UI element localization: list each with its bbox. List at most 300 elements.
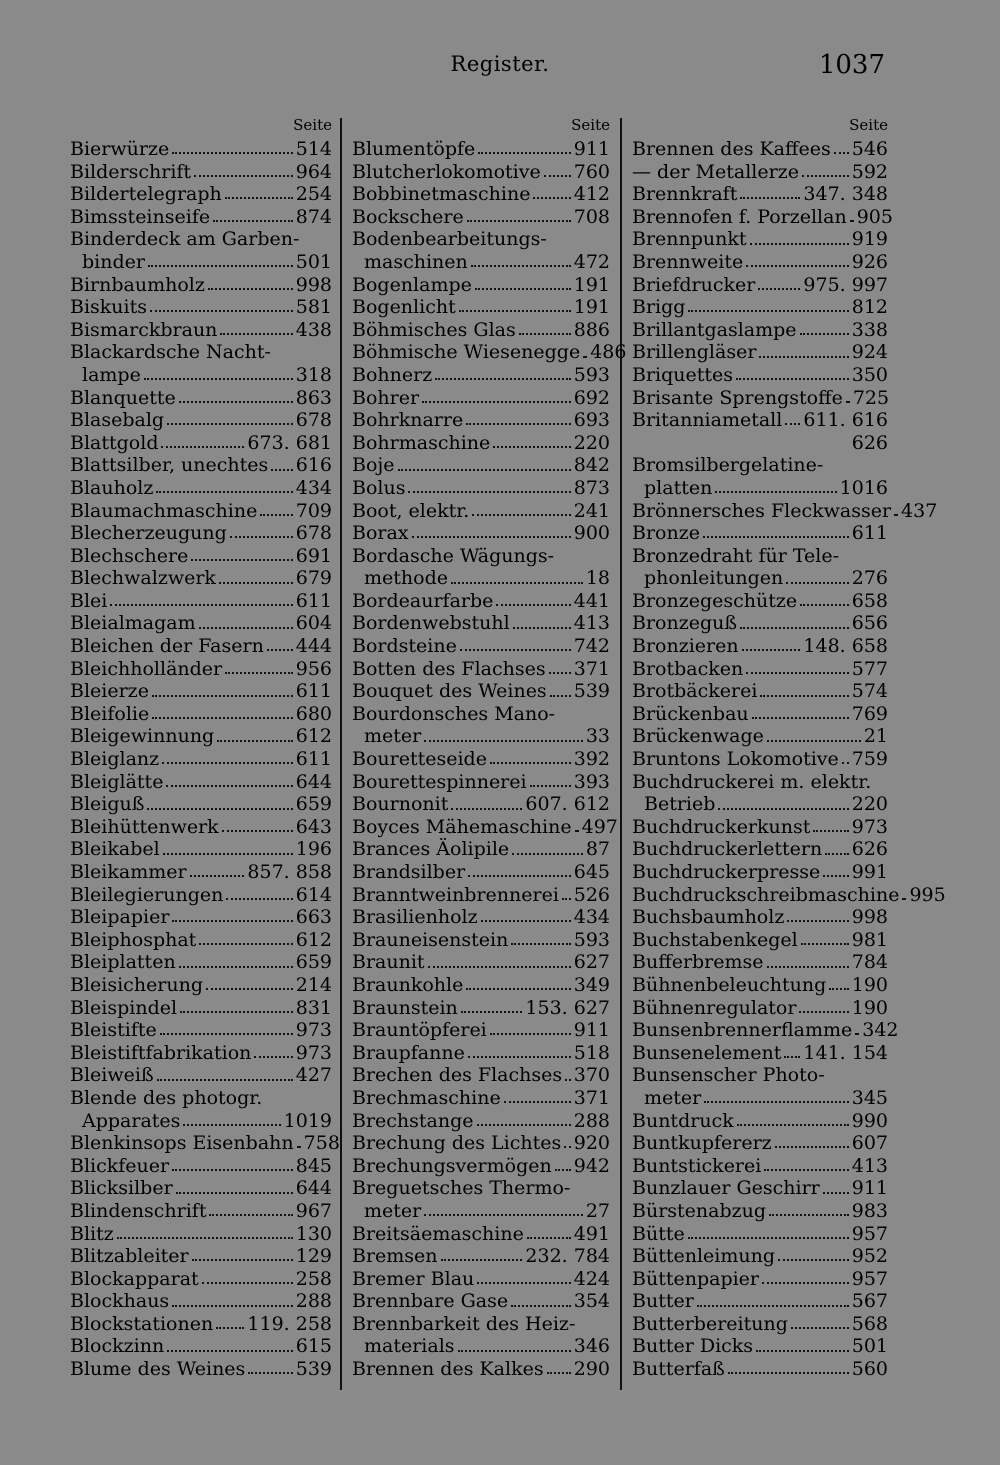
index-entry bbox=[70, 1087, 332, 1110]
page-reference: 998 bbox=[851, 906, 888, 929]
index-entry bbox=[352, 364, 610, 387]
index-entry bbox=[70, 680, 332, 703]
index-term: Brechstange bbox=[352, 1109, 474, 1132]
index-entry bbox=[632, 658, 888, 681]
index-entry bbox=[70, 612, 332, 635]
page-reference: 254 bbox=[295, 183, 332, 206]
dot-leader bbox=[787, 920, 848, 922]
index-term: Blanquette bbox=[70, 386, 176, 409]
dot-leader bbox=[511, 943, 570, 945]
page-reference: 611 bbox=[295, 748, 332, 771]
dot-leader bbox=[475, 288, 571, 290]
dot-leader bbox=[583, 356, 587, 358]
page-reference: 964 bbox=[295, 160, 332, 183]
index-entry bbox=[632, 1200, 888, 1223]
page-reference: 290 bbox=[573, 1358, 610, 1381]
page-reference: 581 bbox=[295, 296, 332, 319]
page-reference: 546 bbox=[851, 138, 888, 160]
dot-leader bbox=[759, 356, 848, 358]
page-reference: 604 bbox=[295, 612, 332, 635]
index-entry bbox=[352, 1110, 610, 1133]
page-reference: 998 bbox=[295, 273, 332, 296]
page-reference: 444 bbox=[295, 635, 332, 658]
index-term: Buchdruckerpresse bbox=[632, 861, 821, 883]
index-entry bbox=[70, 161, 332, 184]
dot-leader bbox=[194, 175, 293, 177]
page-reference: 354 bbox=[573, 1290, 610, 1313]
dot-leader bbox=[190, 875, 245, 877]
page-reference: 413 bbox=[573, 612, 610, 635]
index-term: Blume des Weines bbox=[70, 1358, 246, 1381]
page-reference: 920 bbox=[573, 1132, 610, 1155]
index-term: Bunsenscher Photo- bbox=[632, 1064, 825, 1087]
page-reference: 288 bbox=[295, 1290, 332, 1313]
index-term: Botten des Flachses bbox=[352, 657, 546, 680]
dot-leader bbox=[267, 649, 293, 651]
index-term: Blitzableiter bbox=[70, 1245, 189, 1268]
index-entry bbox=[632, 183, 888, 206]
page-reference: 349 bbox=[573, 973, 610, 996]
dot-leader bbox=[800, 604, 849, 606]
page-reference: 148. 658 bbox=[803, 635, 888, 658]
index-term: Bleiglätte bbox=[70, 770, 164, 793]
page-reference: 708 bbox=[573, 205, 610, 228]
index-entry bbox=[352, 1335, 610, 1358]
page-reference: 990 bbox=[851, 1109, 888, 1132]
dot-leader bbox=[199, 627, 293, 629]
index-entry bbox=[352, 884, 610, 907]
page-reference: 196 bbox=[295, 838, 332, 861]
dot-leader bbox=[472, 514, 570, 516]
index-term: Butterbereitung bbox=[632, 1312, 788, 1335]
index-term: Brennen des Kaffees bbox=[632, 138, 831, 160]
index-entry bbox=[70, 1290, 332, 1313]
dot-leader bbox=[512, 853, 583, 855]
index-entry bbox=[70, 432, 332, 455]
index-entry bbox=[352, 251, 610, 274]
dot-leader bbox=[213, 220, 293, 222]
index-column-2 bbox=[352, 116, 627, 1381]
page-reference: 190 bbox=[851, 996, 888, 1019]
dot-leader bbox=[769, 1214, 849, 1216]
index-term: Braunit bbox=[352, 951, 425, 974]
page-reference: 911 bbox=[573, 1019, 610, 1042]
page-reference: 318 bbox=[295, 363, 332, 386]
dot-leader bbox=[791, 1327, 849, 1329]
page-reference: 874 bbox=[295, 205, 332, 228]
dot-leader bbox=[147, 808, 292, 810]
index-column-1 bbox=[70, 116, 340, 1381]
dot-leader bbox=[740, 627, 849, 629]
index-term: Bleichholländer bbox=[70, 657, 223, 680]
page-reference: 995 bbox=[909, 883, 946, 906]
page-reference: 593 bbox=[573, 363, 610, 386]
dot-leader bbox=[441, 1259, 523, 1261]
index-term: Blechwalzwerk bbox=[70, 567, 216, 590]
index-entry bbox=[632, 205, 893, 229]
index-entry bbox=[632, 274, 888, 297]
page-reference: 119. 258 bbox=[247, 1312, 332, 1335]
index-entry bbox=[352, 703, 610, 726]
index-entry bbox=[632, 1290, 888, 1313]
index-term: Blitz bbox=[70, 1222, 114, 1245]
page-reference: 911 bbox=[573, 138, 610, 160]
page-reference: 350 bbox=[851, 363, 888, 386]
index-term: Birnbaumholz bbox=[70, 273, 205, 296]
index-term: Blutcherlokomotive bbox=[352, 160, 541, 183]
dot-leader bbox=[764, 1169, 848, 1171]
index-entry bbox=[632, 951, 888, 974]
dot-leader bbox=[254, 1056, 292, 1058]
dot-leader bbox=[775, 1146, 849, 1148]
index-term: Borax bbox=[352, 522, 409, 545]
dot-leader bbox=[117, 1237, 293, 1239]
index-term: Bleiguß bbox=[70, 793, 145, 816]
dot-leader bbox=[493, 446, 570, 448]
page-reference: 952 bbox=[851, 1245, 888, 1268]
page-reference: 190 bbox=[851, 973, 888, 996]
dot-leader bbox=[767, 966, 849, 968]
page-reference: 342 bbox=[862, 1019, 899, 1042]
dot-leader bbox=[166, 785, 292, 787]
index-entry bbox=[632, 454, 888, 477]
index-term: Bleikammer bbox=[70, 861, 187, 883]
dot-leader bbox=[801, 943, 849, 945]
index-term: Brennen des Kalkes bbox=[352, 1358, 544, 1381]
index-term: Brigg bbox=[632, 296, 686, 319]
page-reference: 656 bbox=[851, 612, 888, 635]
index-term: Bohrer bbox=[352, 386, 420, 409]
index-entry bbox=[70, 748, 332, 771]
index-term: phonleitungen bbox=[644, 567, 784, 590]
page-reference: 424 bbox=[573, 1267, 610, 1290]
page-reference: 658 bbox=[851, 589, 888, 612]
index-entry bbox=[70, 183, 332, 206]
index-entry bbox=[352, 206, 610, 229]
index-entry bbox=[632, 1019, 899, 1042]
index-entry bbox=[70, 545, 332, 568]
index-entry bbox=[352, 748, 610, 771]
index-entry bbox=[70, 1064, 332, 1087]
dot-leader bbox=[555, 1169, 571, 1171]
index-term: Bordsteine bbox=[352, 635, 457, 658]
dot-leader bbox=[564, 1146, 570, 1148]
dot-leader bbox=[451, 808, 522, 810]
index-term: Blauholz bbox=[70, 476, 154, 499]
page-reference: 392 bbox=[573, 748, 610, 771]
dot-leader bbox=[172, 1305, 293, 1307]
index-term: Böhmisches Glas bbox=[352, 318, 516, 341]
dot-leader bbox=[530, 785, 571, 787]
dot-leader bbox=[513, 627, 571, 629]
index-term: Bunsenbrennerflamme bbox=[632, 1019, 853, 1042]
index-entry bbox=[352, 1313, 610, 1336]
index-entry bbox=[70, 387, 332, 410]
index-entry bbox=[632, 228, 888, 251]
index-term: Blattsilber, unechtes bbox=[70, 454, 269, 477]
page-reference: 539 bbox=[295, 1358, 332, 1381]
index-term: Blechschere bbox=[70, 544, 189, 567]
index-entry bbox=[632, 1245, 888, 1268]
index-term: Blei bbox=[70, 589, 108, 612]
page-reference: 574 bbox=[851, 680, 888, 703]
dot-leader bbox=[160, 1033, 293, 1035]
page-reference: 831 bbox=[295, 996, 332, 1019]
page-reference: 692 bbox=[573, 386, 610, 409]
index-entry bbox=[352, 929, 610, 952]
index-entry bbox=[352, 545, 610, 568]
page-reference: 437 bbox=[901, 499, 938, 522]
dot-leader bbox=[688, 1237, 849, 1239]
dot-leader bbox=[412, 536, 571, 538]
page-reference: 18 bbox=[585, 567, 610, 590]
index-entry bbox=[70, 1019, 332, 1042]
index-entry bbox=[352, 680, 610, 703]
index-term: maschinen bbox=[364, 250, 468, 273]
dot-leader bbox=[688, 310, 848, 312]
index-term: Brechungsvermögen bbox=[352, 1154, 552, 1177]
dot-leader bbox=[179, 401, 293, 403]
index-entry bbox=[632, 1155, 888, 1178]
dot-leader bbox=[206, 988, 293, 990]
dot-leader bbox=[466, 423, 571, 425]
dot-leader bbox=[825, 853, 849, 855]
index-entry bbox=[632, 635, 888, 658]
dot-leader bbox=[161, 446, 244, 448]
page-reference: 241 bbox=[573, 499, 610, 522]
index-term: Bronzeguß bbox=[632, 612, 738, 635]
column-divider bbox=[620, 118, 622, 1390]
index-entry bbox=[352, 274, 610, 297]
index-term: Brances Äolipile bbox=[352, 838, 510, 861]
index-term: Brechmaschine bbox=[352, 1086, 501, 1109]
index-term: Brotbacken bbox=[632, 657, 744, 680]
index-entry bbox=[352, 432, 610, 455]
index-term: Breguetsches Thermo- bbox=[352, 1177, 571, 1200]
index-term: Böhmische Wiesenegge bbox=[352, 341, 581, 364]
index-entry bbox=[70, 454, 332, 477]
page-reference: 614 bbox=[295, 883, 332, 906]
page-reference: 232. 784 bbox=[525, 1245, 610, 1268]
page-reference: 441 bbox=[573, 589, 610, 612]
index-entry bbox=[70, 725, 332, 748]
dot-leader bbox=[533, 197, 570, 199]
page-reference: 626 bbox=[851, 431, 888, 454]
index-term: Bleiplatten bbox=[70, 951, 176, 974]
index-term: Butterfaß bbox=[632, 1358, 725, 1381]
index-entry bbox=[352, 1132, 610, 1155]
dot-leader bbox=[222, 830, 293, 832]
page-reference: 141. 154 bbox=[803, 1041, 888, 1064]
index-entry bbox=[632, 1110, 888, 1133]
page-reference: 412 bbox=[573, 183, 610, 206]
dot-leader bbox=[157, 1079, 293, 1081]
dot-leader bbox=[162, 762, 293, 764]
page-reference: 371 bbox=[573, 657, 610, 680]
dot-leader bbox=[219, 582, 293, 584]
index-term: Bleierze bbox=[70, 680, 149, 703]
page-reference: 679 bbox=[295, 567, 332, 590]
dot-leader bbox=[894, 514, 898, 516]
index-entry bbox=[70, 341, 332, 364]
index-term: Bunsenelement bbox=[632, 1041, 782, 1064]
index-entry bbox=[632, 1087, 888, 1110]
index-term: Brotbäckerei bbox=[632, 680, 758, 703]
page-reference: 645 bbox=[573, 861, 610, 883]
dot-leader bbox=[148, 265, 293, 267]
dot-leader bbox=[172, 920, 292, 922]
dot-leader bbox=[490, 1033, 571, 1035]
page-reference: 347. 348 bbox=[803, 183, 888, 206]
page-reference: 659 bbox=[295, 951, 332, 974]
index-term: Blicksilber bbox=[70, 1177, 173, 1200]
index-term: meter bbox=[364, 1199, 422, 1222]
page-reference: 611. 616 bbox=[803, 409, 888, 432]
index-entry bbox=[632, 725, 888, 748]
dot-leader bbox=[767, 740, 861, 742]
index-entry bbox=[70, 793, 332, 816]
dot-leader bbox=[756, 1350, 849, 1352]
index-term: Buchdruckerei m. elektr. bbox=[632, 770, 872, 793]
page-reference: 526 bbox=[573, 883, 610, 906]
index-entry bbox=[632, 997, 888, 1020]
index-entry bbox=[632, 1223, 888, 1246]
index-term: Brennweite bbox=[632, 250, 744, 273]
index-term: methode bbox=[364, 567, 448, 590]
dot-leader bbox=[398, 469, 571, 471]
page-reference: 991 bbox=[851, 861, 888, 883]
index-term: Bronze bbox=[632, 522, 700, 545]
page-reference: 21 bbox=[863, 725, 888, 748]
dot-leader bbox=[461, 1011, 523, 1013]
index-term: Brennofen f. Porzellan bbox=[632, 205, 847, 228]
index-term: Bobbinetmaschine bbox=[352, 183, 531, 206]
page-reference: 472 bbox=[573, 250, 610, 273]
dot-leader bbox=[547, 1372, 571, 1374]
index-entry bbox=[632, 1177, 888, 1200]
index-entry bbox=[70, 861, 332, 884]
index-term: Brisante Sprengstoffe bbox=[632, 386, 843, 409]
index-term: Bodenbearbeitungs- bbox=[352, 228, 547, 251]
index-entry bbox=[632, 1064, 888, 1087]
dot-leader bbox=[226, 898, 292, 900]
index-entry bbox=[632, 432, 888, 455]
page-reference: 973 bbox=[295, 1019, 332, 1042]
seite-heading: Seite bbox=[571, 116, 610, 134]
dot-leader bbox=[527, 1237, 571, 1239]
index-entry bbox=[632, 499, 938, 523]
page-reference: 220 bbox=[573, 431, 610, 454]
index-term: Bohnerz bbox=[352, 363, 433, 386]
index-term: Bromsilbergelatine- bbox=[632, 454, 824, 477]
index-term: Blickfeuer bbox=[70, 1154, 170, 1177]
dot-leader bbox=[718, 808, 848, 810]
page-reference: 644 bbox=[295, 1177, 332, 1200]
page-reference: 346 bbox=[573, 1335, 610, 1358]
dot-leader bbox=[737, 1124, 849, 1126]
dot-leader bbox=[575, 830, 579, 832]
index-entry bbox=[352, 590, 610, 613]
page-reference: 497 bbox=[581, 815, 618, 838]
index-entry bbox=[352, 951, 610, 974]
index-term: lampe bbox=[82, 363, 141, 386]
page-reference: 758 bbox=[303, 1132, 340, 1155]
index-term: Buchdruckerkunst bbox=[632, 815, 811, 838]
page-reference: 900 bbox=[573, 522, 610, 545]
index-entry bbox=[352, 477, 610, 500]
dot-leader bbox=[477, 1282, 570, 1284]
page-reference: 863 bbox=[295, 386, 332, 409]
index-term: Bleipapier bbox=[70, 906, 170, 929]
index-entry bbox=[632, 861, 888, 884]
page-reference: 680 bbox=[295, 702, 332, 725]
dot-leader bbox=[478, 152, 570, 154]
dot-leader bbox=[248, 1372, 292, 1374]
page-reference: 518 bbox=[573, 1041, 610, 1064]
dot-leader bbox=[742, 649, 801, 651]
dot-leader bbox=[230, 536, 293, 538]
dot-leader bbox=[468, 1056, 571, 1058]
index-term: Bronzegeschütze bbox=[632, 589, 798, 612]
index-entry bbox=[632, 138, 888, 161]
dot-leader bbox=[823, 875, 848, 877]
page-reference: 1019 bbox=[283, 1109, 332, 1132]
page-reference: 434 bbox=[573, 906, 610, 929]
page-reference: 153. 627 bbox=[525, 996, 610, 1019]
page-reference: 926 bbox=[851, 250, 888, 273]
dot-leader bbox=[216, 1327, 244, 1329]
dot-leader bbox=[150, 310, 293, 312]
page-reference: 659 bbox=[295, 793, 332, 816]
index-entry bbox=[352, 387, 610, 410]
page-reference: 258 bbox=[295, 1267, 332, 1290]
dot-leader bbox=[703, 536, 849, 538]
index-term: Butter Dicks bbox=[632, 1335, 754, 1358]
index-entry bbox=[632, 906, 888, 929]
page-reference: 220 bbox=[851, 793, 888, 816]
dot-leader bbox=[784, 1056, 800, 1058]
index-entry bbox=[352, 567, 610, 590]
page-reference: 663 bbox=[295, 906, 332, 929]
index-term: binder bbox=[82, 250, 145, 273]
index-entry bbox=[632, 161, 888, 184]
index-term: Butter bbox=[632, 1290, 694, 1313]
page-reference: 967 bbox=[295, 1199, 332, 1222]
index-entry bbox=[352, 228, 610, 251]
dot-leader bbox=[167, 423, 293, 425]
index-term: Brechen des Flachses bbox=[352, 1064, 563, 1087]
index-term: Brennkraft bbox=[632, 183, 738, 206]
dot-leader bbox=[199, 943, 292, 945]
index-entry bbox=[352, 522, 610, 545]
page-reference: 27 bbox=[585, 1199, 610, 1222]
index-term: Brennpunkt bbox=[632, 228, 747, 251]
page-reference: 919 bbox=[851, 228, 888, 251]
page-reference: 276 bbox=[851, 567, 888, 590]
index-term: platten bbox=[644, 476, 713, 499]
dot-leader bbox=[209, 1214, 292, 1216]
index-entry bbox=[632, 251, 888, 274]
page-reference: 214 bbox=[295, 973, 332, 996]
dot-leader bbox=[271, 469, 292, 471]
dot-leader bbox=[179, 966, 293, 968]
dot-leader bbox=[471, 265, 571, 267]
page-reference: 911 bbox=[851, 1177, 888, 1200]
index-term: Brechung des Lichtes bbox=[352, 1132, 562, 1155]
dot-leader bbox=[428, 966, 571, 968]
index-term: Bourettespinnerei bbox=[352, 770, 527, 793]
index-term: Bühnenregulator bbox=[632, 996, 797, 1019]
